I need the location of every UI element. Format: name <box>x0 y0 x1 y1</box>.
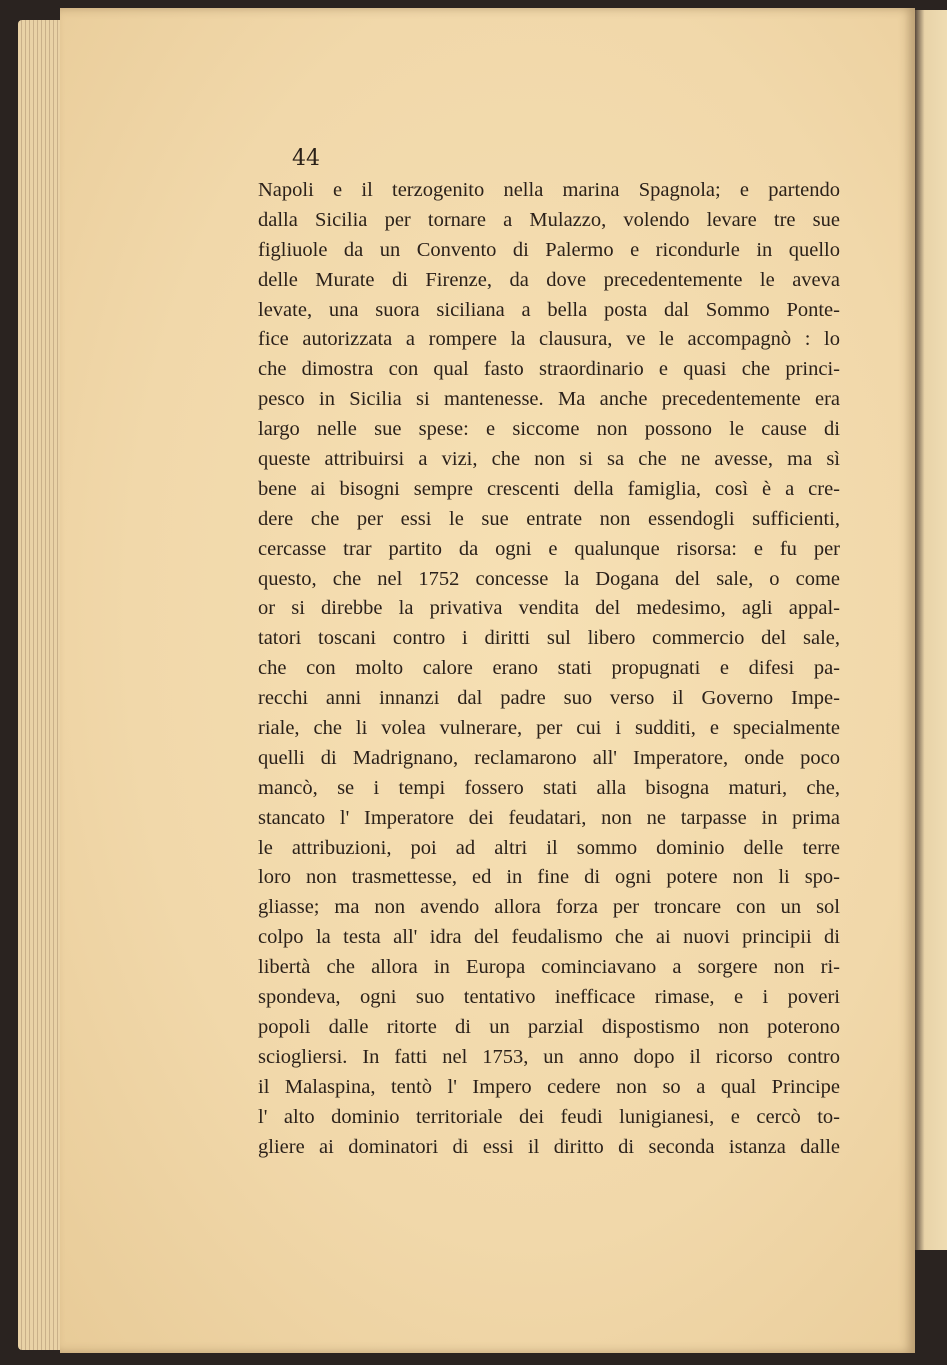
text-line: sciogliersi. In fatti nel 1753, un anno dopo il ricorso contro <box>258 1045 840 1068</box>
body-text <box>258 176 840 1162</box>
text-line: stancato l' Imperatore dei feudatari, non ne tarpasse in prima <box>258 806 840 829</box>
text-line: dere che per essi le sue entrate non essendogli sufficienti, <box>258 507 840 530</box>
text-line: che con molto calore erano stati propugnati e difesi pa- <box>258 657 840 680</box>
text-line: delle Murate di Firenze, da dove precedentemente le aveva <box>258 268 840 291</box>
text-line: riale, che li volea vulnerare, per cui i sudditi, e specialmente <box>258 717 840 740</box>
text-line: quelli di Madrignano, reclamarono all' Imperatore, onde poco <box>258 746 840 769</box>
text-line: tatori toscani contro i diritti sul libero commercio del sale, <box>258 627 840 650</box>
text-line: che dimostra con qual fasto straordinario e quasi che princi- <box>258 358 840 381</box>
text-line: Napoli e il terzogenito nella marina Spagnola; e partendo <box>258 179 840 201</box>
text-line: il Malaspina, tentò l' Impero cedere non so a qual Principe <box>258 1075 840 1098</box>
text-line: figliuole da un Convento di Palermo e ricondurle in quello <box>258 238 840 261</box>
text-line: l' alto dominio territoriale dei feudi lunigianesi, e cercò to- <box>258 1105 840 1128</box>
text-line: spondeva, ogni suo tentativo inefficace rimase, e i poveri <box>258 986 840 1009</box>
text-line: mancò, se i tempi fossero stati alla bisogna maturi, che, <box>258 776 840 799</box>
text-line: colpo la testa all' idra del feudalismo che ai nuovi principii di <box>258 926 840 949</box>
text-line: cercasse trar partito da ogni e qualunque risorsa: e fu per <box>258 537 840 560</box>
text-line: levate, una suora siciliana a bella posta dal Sommo Ponte- <box>258 298 840 321</box>
text-line: recchi anni innanzi dal padre suo verso il Governo Impe- <box>258 687 840 710</box>
text-line: questo, che nel 1752 concesse la Dogana del sale, o come <box>258 567 840 590</box>
page-number: 44 <box>292 146 320 171</box>
text-line: or si direbbe la privativa vendita del medesimo, agli appal- <box>258 597 840 620</box>
text-line: libertà che allora in Europa cominciavano a sorgere non ri- <box>258 956 840 979</box>
text-line: le attribuzioni, poi ad altri il sommo dominio delle terre <box>258 836 840 859</box>
text-line: bene ai bisogni sempre crescenti della famiglia, così è a cre- <box>258 477 840 500</box>
text-line: gliere ai dominatori di essi il diritto di seconda istanza dalle <box>258 1135 840 1158</box>
text-line: loro non trasmettesse, ed in fine di ogni potere non li spo- <box>258 866 840 889</box>
text-line: largo nelle sue spese: e siccome non possono le cause di <box>258 418 840 441</box>
next-page-edge <box>915 10 947 1250</box>
text-line: fice autorizzata a rompere la clausura, ve le accompagnò : lo <box>258 328 840 351</box>
text-line: popoli dalle ritorte di un parzial dispostismo non poterono <box>258 1015 840 1038</box>
text-line: dalla Sicilia per tornare a Mulazzo, volendo levare tre sue <box>258 208 840 231</box>
text-line: queste attribuirsi a vizi, che non si sa che ne avesse, ma sì <box>258 448 840 471</box>
text-line: gliasse; ma non avendo allora forza per troncare con un sol <box>258 896 840 919</box>
text-line: pesco in Sicilia si mantenesse. Ma anche precedentemente era <box>258 388 840 411</box>
